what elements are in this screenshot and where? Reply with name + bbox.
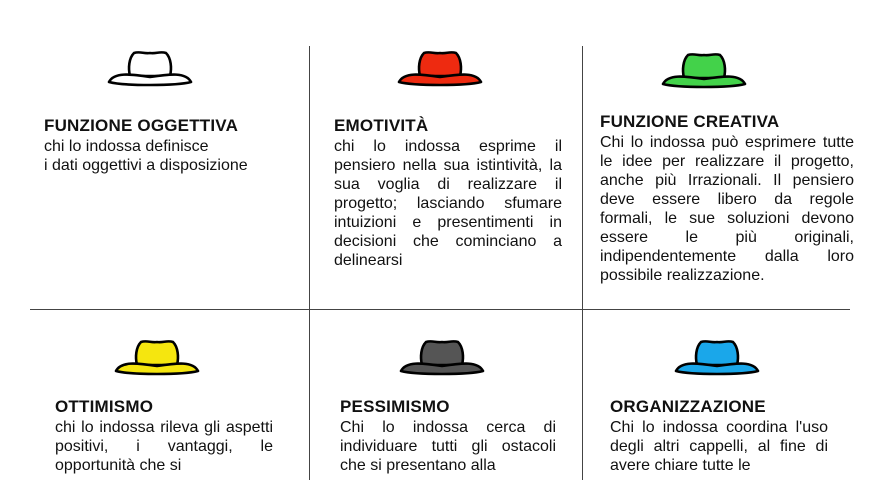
black-hat-icon [398,337,486,377]
hat-description-line: i dati oggettivi a disposizione [44,157,248,174]
red-hat-icon [396,48,484,88]
hat-title: ORGANIZZAZIONE [610,397,766,416]
divider-horizontal [30,309,850,310]
hat-description-line: chi lo indossa definisce [44,138,209,155]
yellow-hat-icon [113,337,201,377]
white-hat-icon [106,48,194,88]
hat-card-oggettiva [44,116,294,175]
hat-title: FUNZIONE OGGETTIVA [44,116,239,135]
hat-title: OTTIMISMO [55,397,154,416]
green-hat-icon [660,50,748,90]
hat-title: PESSIMISMO [340,397,450,416]
hat-card-pessimismo [340,397,556,475]
hat-card-creativa [600,112,854,285]
hat-description: chi lo indossa esprime il pensiero nella sua istintività, la sua voglia di realizzare il progetto; lasciando sfumare intuizioni e presentimenti in decisioni che cominciano a delinearsi [334,138,562,269]
divider-vertical-1 [309,46,310,480]
hat-description: chi lo indossa rileva gli aspetti positivi, i vantaggi, le opportunità che si [55,419,273,474]
hat-card-ottimismo [55,397,273,475]
divider-vertical-2 [582,46,583,480]
hat-description: Chi lo indossa coordina l'uso degli altri cappelli, al fine di avere chiare tutte le [610,419,828,474]
hat-description: Chi lo indossa cerca di individuare tutti gli ostacoli che si presentano alla [340,419,556,474]
blue-hat-icon [673,337,761,377]
hat-title: EMOTIVITÀ [334,116,429,135]
hat-description: Chi lo indossa può esprimere tutte le idee per realizzare il progetto, anche più Irrazionali. Il pensiero deve essere libero da regole formali, le sue soluzioni devono essere le più originali, indipendentemente dalla loro possibile realizzazione. [600,134,854,284]
hat-title: FUNZIONE CREATIVA [600,112,780,131]
hat-card-emotivita [334,116,562,270]
hat-card-organizzazione [610,397,828,475]
